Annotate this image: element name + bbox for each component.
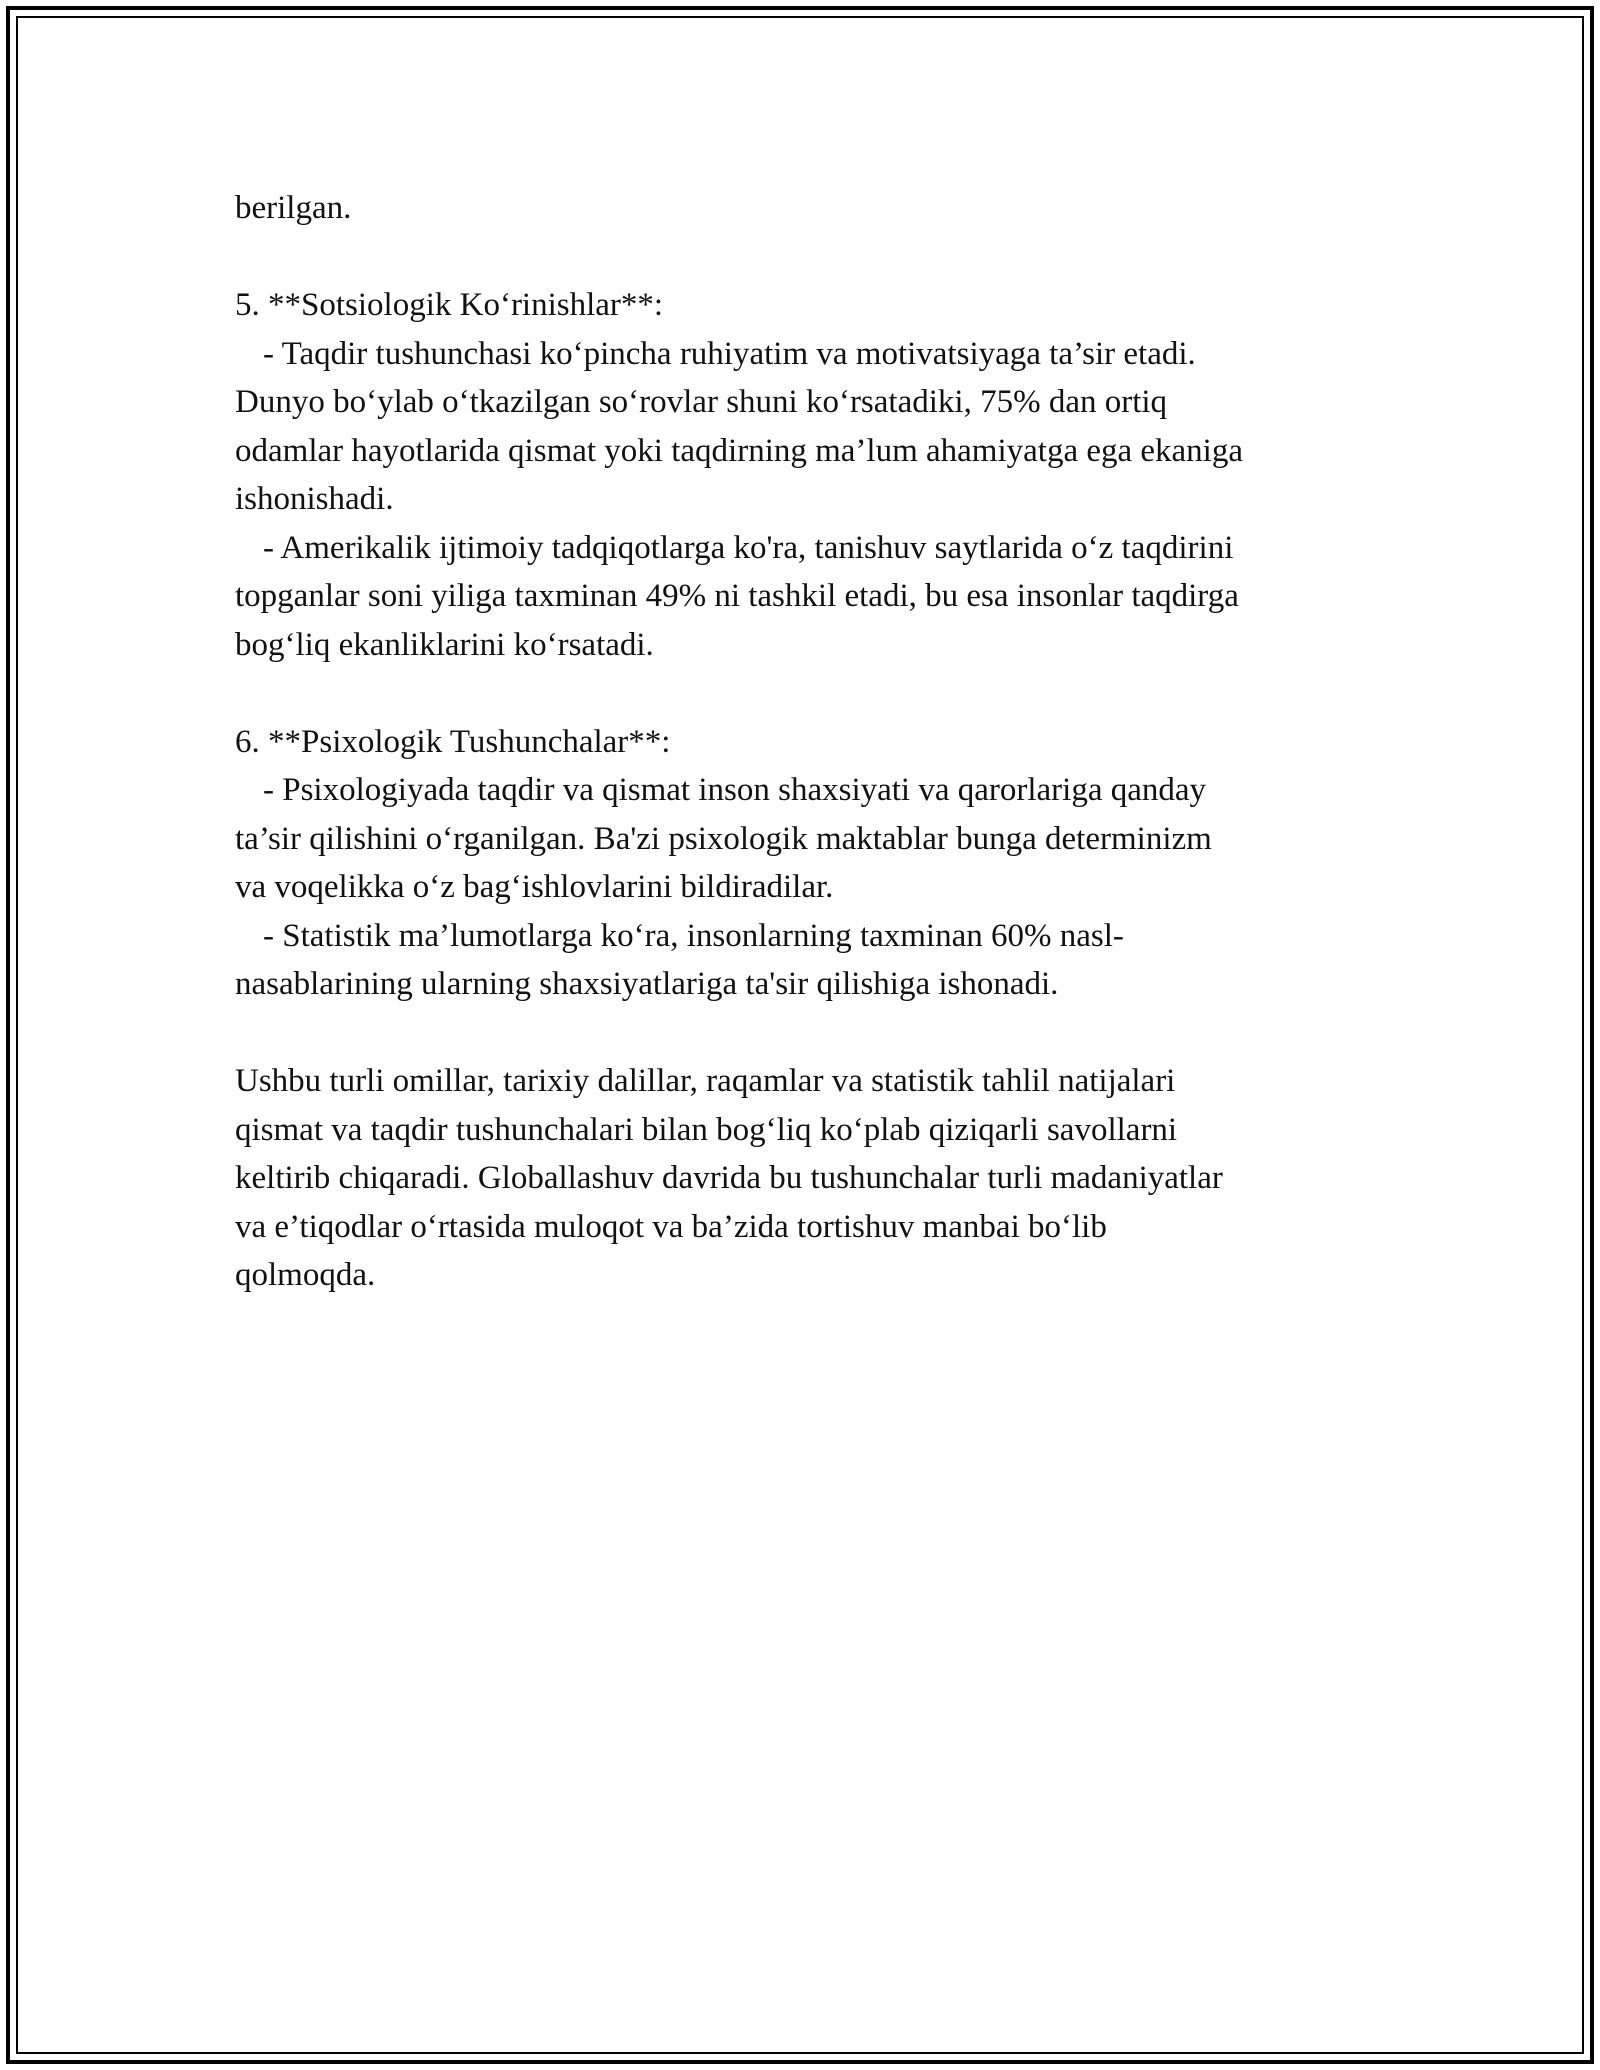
paragraph-gap: [235, 233, 1375, 282]
section-5-heading: 5. **Sotsiologik Ko‘rinishlar**:: [235, 287, 664, 323]
section-5-bullet-2-line-2: topganlar soni yiliga taxminan 49% ni tashkil etadi, bu esa insonlar taqdirga: [235, 578, 1239, 614]
conclusion-line-5: qolmoqda.: [235, 1257, 376, 1293]
section-5-bullet-1-line-2: Dunyo bo‘ylab o‘tkazilgan so‘rovlar shuni ko‘rsatadiki, 75% dan ortiq: [235, 384, 1168, 420]
paragraph-gap: [235, 1009, 1375, 1058]
section-5-bullet-1-line-1: - Taqdir tushunchasi ko‘pincha ruhiyatim va motivatsiyaga ta’sir etadi.: [263, 335, 1196, 372]
section-6-bullet-1-line-1: - Psixologiyada taqdir va qismat inson shaxsiyati va qarorlariga qanday: [263, 772, 1207, 808]
section-5-bullet-1-line-3: odamlar hayotlarida qismat yoki taqdirning ma’lum ahamiyatga ega ekaniga: [235, 432, 1243, 469]
section-6-bullet-2-line-2: nasablarining ularning shaxsiyatlariga ta'sir qilishiga ishonadi.: [235, 966, 1059, 1002]
conclusion-line-2: qismat va taqdir tushunchalari bilan bog‘liq ko‘plab qiziqarli savollarni: [235, 1111, 1178, 1148]
conclusion-line-3: keltirib chiqaradi. Globallashuv davrida bu tushunchalar turli madaniyatlar: [235, 1160, 1223, 1196]
section-6-heading: 6. **Psixologik Tushunchalar**:: [235, 723, 671, 760]
paragraph-gap: [235, 669, 1375, 718]
section-6-bullet-2-line-1: - Statistik ma’lumotlarga ko‘ra, insonlarning taxminan 60% nasl-: [263, 917, 1124, 954]
continuation-text: berilgan.: [235, 190, 352, 226]
conclusion-line-1: Ushbu turli omillar, tarixiy dalillar, raqamlar va statistik tahlil natijalari: [235, 1063, 1176, 1099]
document-body: [235, 184, 1375, 1300]
section-6-bullet-1-line-2: ta’sir qilishini o‘rganilgan. Ba'zi psixologik maktablar bunga determinizm: [235, 820, 1212, 857]
section-5-bullet-1-line-4: ishonishadi.: [235, 481, 394, 517]
section-6-bullet-1-line-3: va voqelikka o‘z bag‘ishlovlarini bildiradilar.: [235, 869, 834, 905]
conclusion-line-4: va e’tiqodlar o‘rtasida muloqot va ba’zida tortishuv manbai bo‘lib: [235, 1208, 1107, 1245]
section-5-bullet-2-line-1: - Amerikalik ijtimoiy tadqiqotlarga ko'ra, tanishuv saytlarida o‘z taqdirini: [263, 529, 1234, 566]
section-5-bullet-2-line-3: bog‘liq ekanliklarini ko‘rsatadi.: [235, 626, 654, 663]
